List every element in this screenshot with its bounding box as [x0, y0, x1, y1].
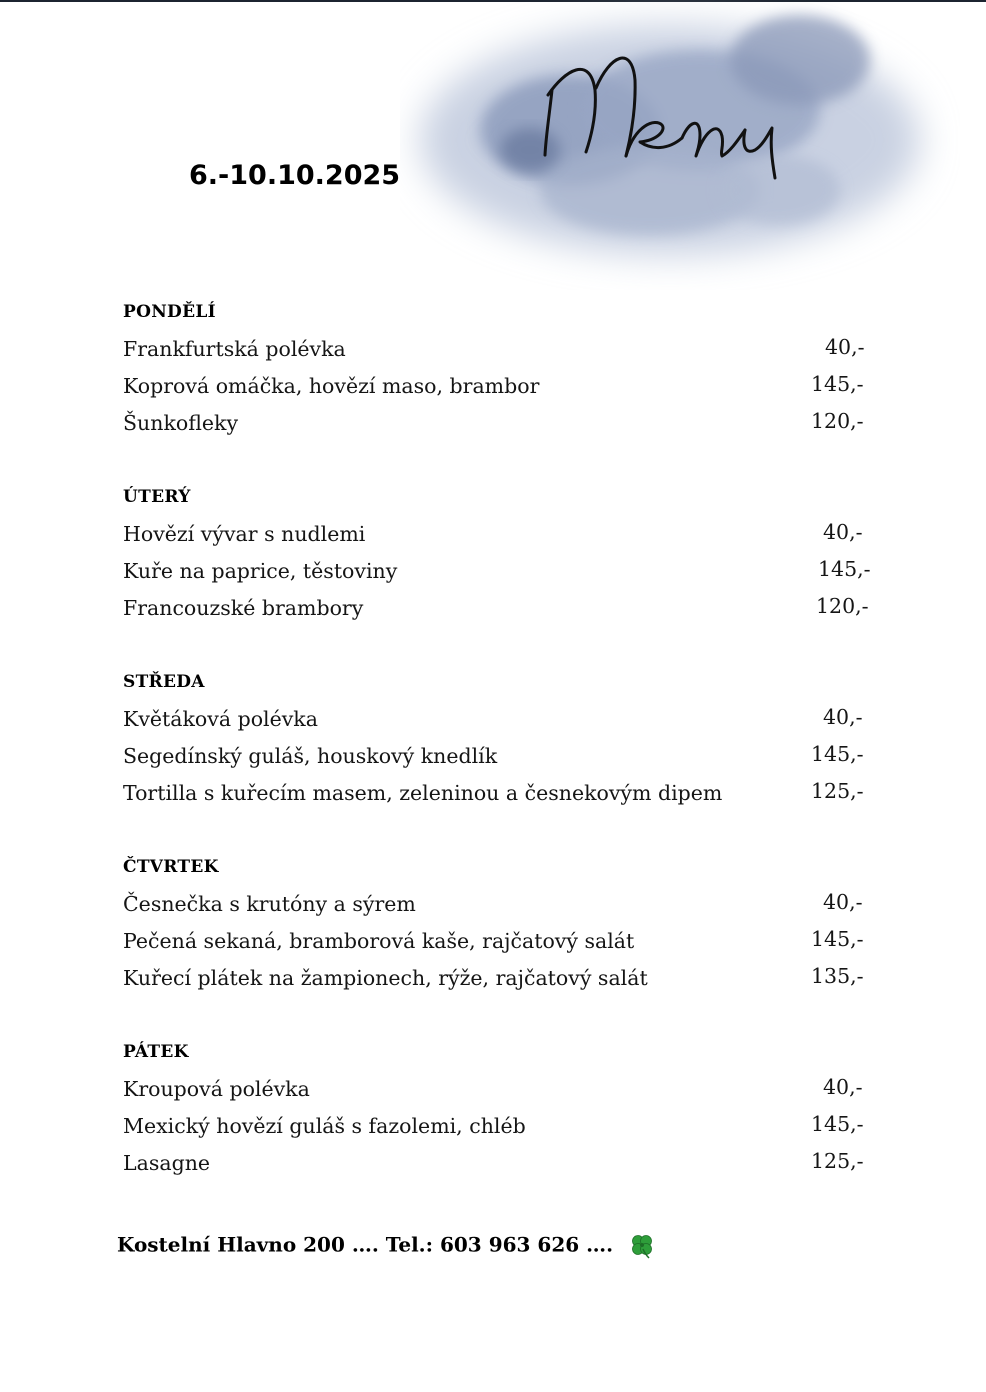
footer-contact — [117, 1232, 656, 1260]
dish-name: Koprová omáčka, hovězí maso, brambor — [123, 374, 540, 398]
day-section-tuesday — [123, 485, 883, 632]
dish-name: Mexický hovězí guláš s fazolemi, chléb — [123, 1114, 526, 1138]
day-section-friday — [123, 1040, 883, 1187]
day-heading: PÁTEK — [123, 1042, 189, 1062]
dish-price: 145,- — [818, 557, 871, 581]
day-section-wednesday — [123, 670, 883, 817]
dish-name: Květáková polévka — [123, 707, 318, 731]
menu-item-row — [123, 1150, 883, 1187]
dish-name: Šunkofleky — [123, 411, 239, 435]
day-heading: STŘEDA — [123, 672, 205, 692]
menu-item-row — [123, 780, 883, 817]
dish-name: Hovězí vývar s nudlemi — [123, 522, 366, 546]
week-date-range: 6.-10.10.2025 — [189, 160, 401, 191]
day-heading: PONDĚLÍ — [123, 302, 216, 322]
dish-price: 40,- — [823, 705, 863, 729]
dish-name: Lasagne — [123, 1151, 211, 1175]
menu-item-row — [123, 891, 883, 928]
menu-item-row — [123, 1113, 883, 1150]
menu-item-row — [123, 706, 883, 743]
watercolor-menu-logo — [400, 0, 960, 290]
dish-name: Česnečka s krutóny a sýrem — [123, 892, 416, 916]
four-leaf-clover-icon — [628, 1232, 656, 1260]
dish-price: 145,- — [811, 1112, 864, 1136]
dish-price: 125,- — [811, 779, 864, 803]
dish-name: Kroupová polévka — [123, 1077, 310, 1101]
day-section-thursday — [123, 855, 883, 1002]
dish-price: 40,- — [823, 890, 863, 914]
menu-item-row — [123, 336, 883, 373]
dish-name: Kuřecí plátek na žampionech, rýže, rajčatový salát — [123, 966, 648, 990]
dish-price: 40,- — [823, 1075, 863, 1099]
dish-price: 145,- — [811, 372, 864, 396]
menu-item-row — [123, 965, 883, 1002]
day-heading: ÚTERÝ — [123, 487, 191, 507]
menu-item-row — [123, 743, 883, 780]
dish-price: 120,- — [811, 409, 864, 433]
menu-item-row — [123, 558, 883, 595]
dish-price: 40,- — [825, 335, 865, 359]
menu-item-row — [123, 1076, 883, 1113]
day-heading: ČTVRTEK — [123, 857, 219, 877]
dish-name: Kuře na paprice, těstoviny — [123, 559, 398, 583]
dish-name: Tortilla s kuřecím masem, zeleninou a česnekovým dipem — [123, 781, 723, 805]
dish-name: Francouzské brambory — [123, 596, 364, 620]
menu-item-row — [123, 410, 883, 447]
dish-price: 135,- — [811, 964, 864, 988]
menu-item-row — [123, 595, 883, 632]
dish-price: 40,- — [823, 520, 863, 544]
menu-item-row — [123, 928, 883, 965]
dish-name: Segedínský guláš, houskový knedlík — [123, 744, 498, 768]
day-section-monday — [123, 300, 883, 447]
menu-item-row — [123, 521, 883, 558]
dish-price: 125,- — [811, 1149, 864, 1173]
menu-item-row — [123, 373, 883, 410]
footer-address-phone: Kostelní Hlavno 200 …. Tel.: 603 963 626 …. — [117, 1232, 614, 1257]
dish-price: 145,- — [811, 742, 864, 766]
dish-price: 145,- — [811, 927, 864, 951]
dish-name: Pečená sekaná, bramborová kaše, rajčatový salát — [123, 929, 635, 953]
dish-name: Frankfurtská polévka — [123, 337, 346, 361]
dish-price: 120,- — [816, 594, 869, 618]
